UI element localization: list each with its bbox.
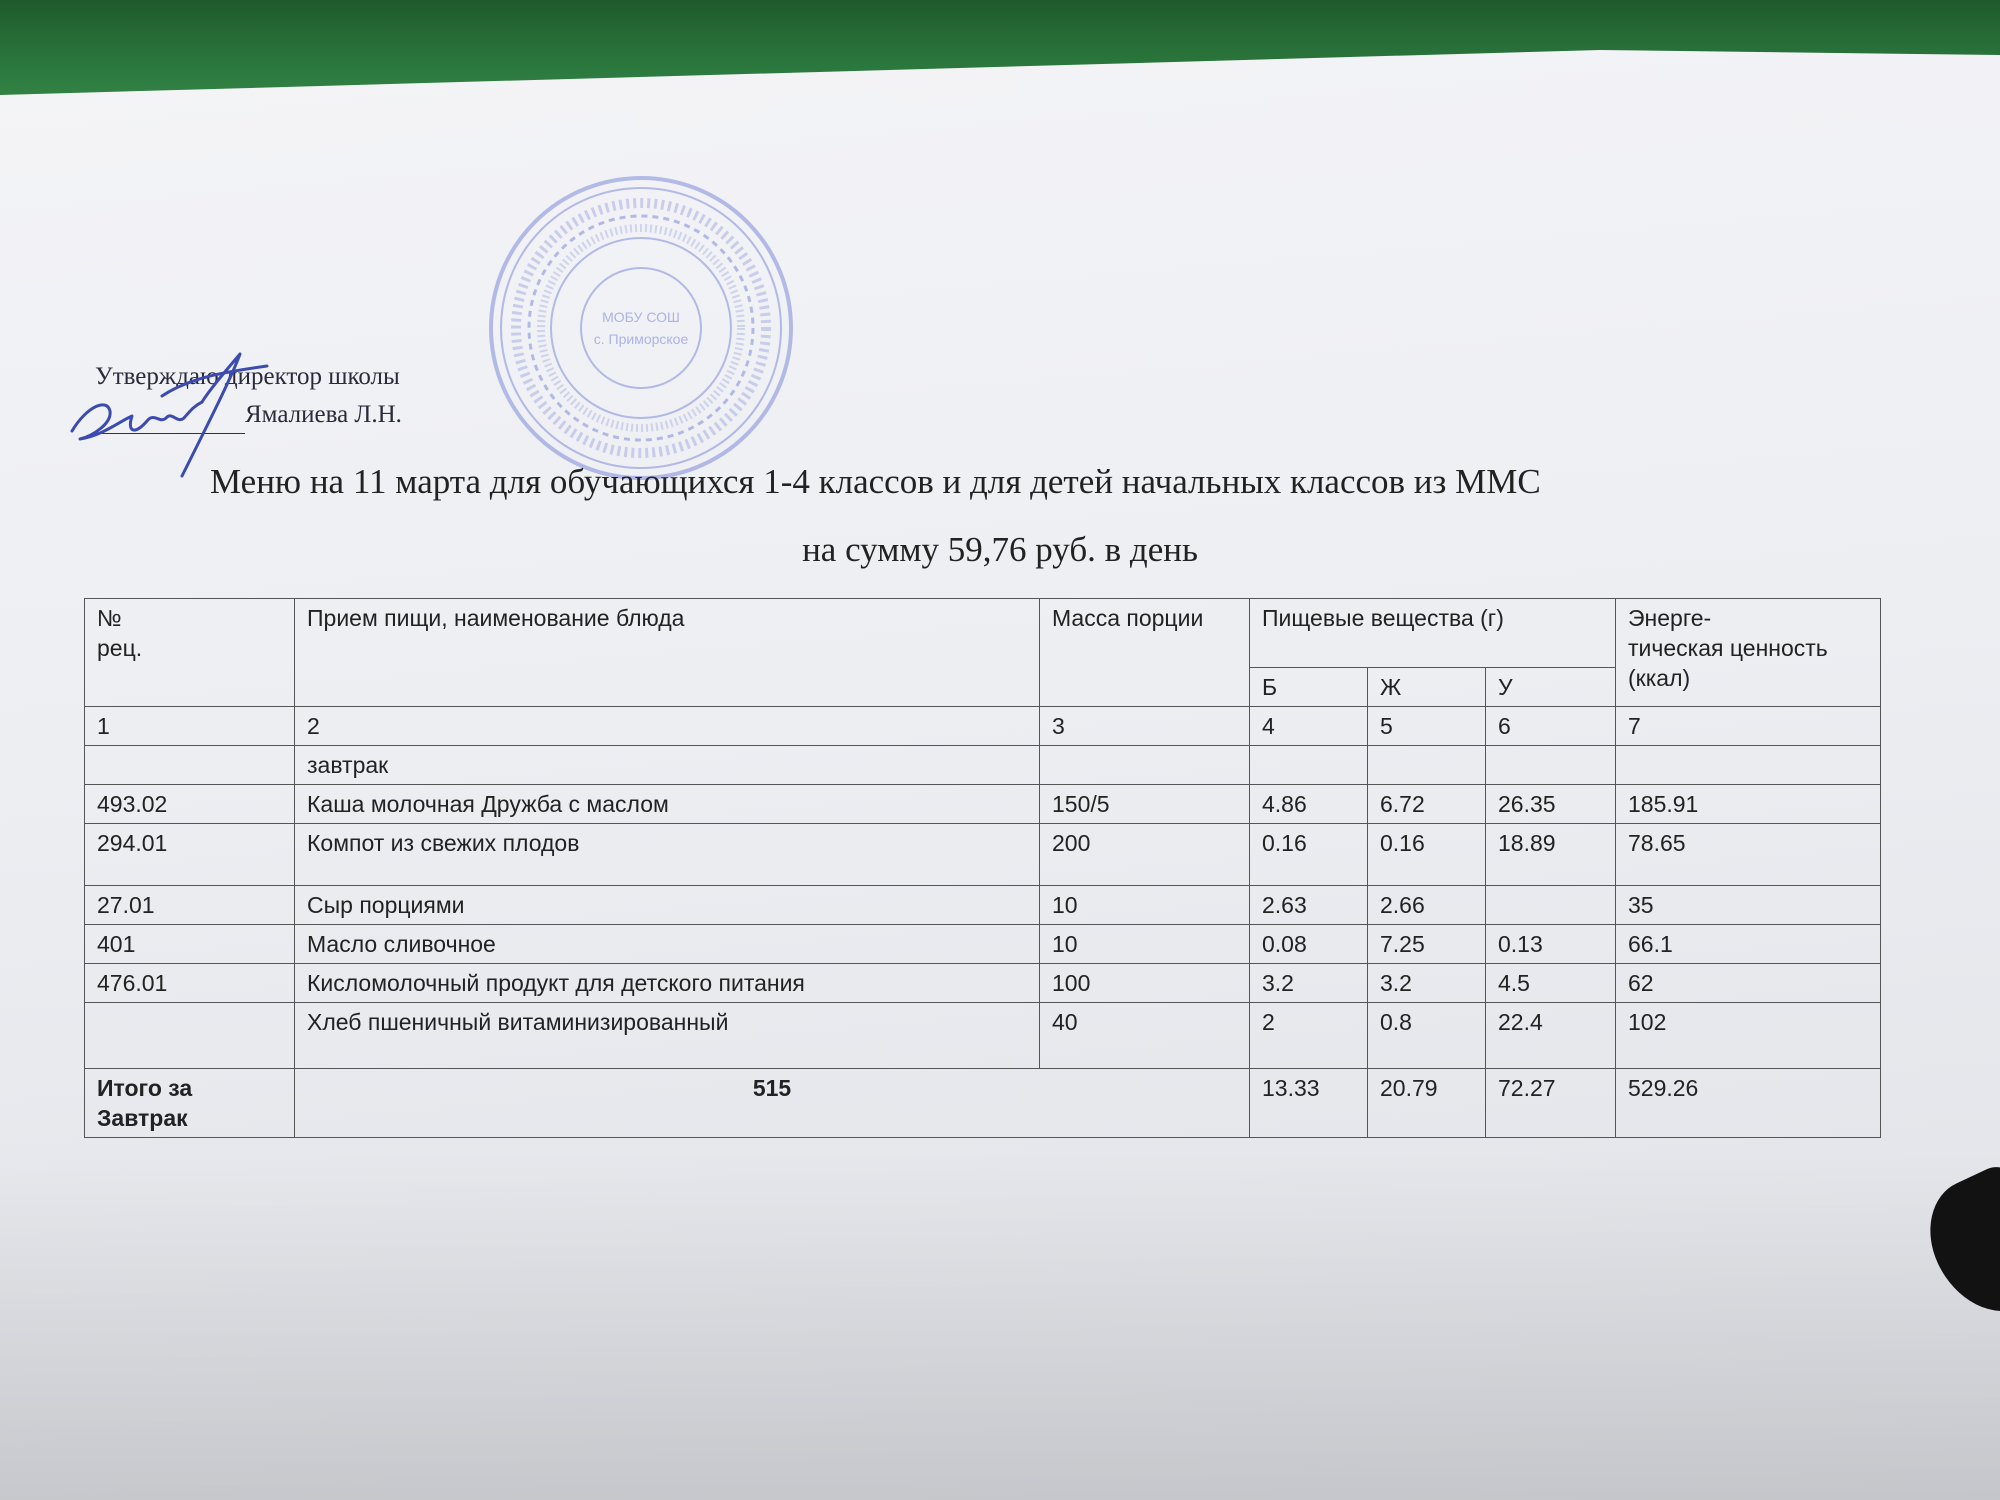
row-dish: Сыр порциями [295, 886, 1040, 925]
index-cell: 7 [1616, 707, 1881, 746]
index-cell: 6 [1486, 707, 1616, 746]
index-cell: 2 [295, 707, 1040, 746]
stamp-text-1: МОБУ СОШ [602, 309, 680, 325]
row-u [1486, 886, 1616, 925]
row-b: 3.2 [1250, 964, 1368, 1003]
table-row [85, 925, 1881, 964]
header-energy: Энерге- тическая ценность (ккал) [1616, 599, 1881, 707]
table-row [85, 886, 1881, 925]
index-cell: 4 [1250, 707, 1368, 746]
row-b: 2 [1250, 1003, 1368, 1069]
table-index-row [85, 707, 1881, 746]
menu-table [84, 598, 1881, 1138]
row-zh: 2.66 [1368, 886, 1486, 925]
menu-title: Меню на 11 марта для обучающихся 1-4 классов и для детей начальных классов из ММС [210, 462, 1541, 501]
row-energy: 66.1 [1616, 925, 1881, 964]
row-u: 0.13 [1486, 925, 1616, 964]
empty-cell [1040, 746, 1250, 785]
table-total-row [85, 1069, 1881, 1138]
row-dish: Хлеб пшеничный витаминизированный [295, 1003, 1040, 1069]
row-mass: 200 [1040, 824, 1250, 886]
header-nutrients: Пищевые вещества (г) [1250, 599, 1616, 668]
row-num: 493.02 [85, 785, 295, 824]
row-num: 476.01 [85, 964, 295, 1003]
empty-cell [1616, 746, 1881, 785]
row-num: 294.01 [85, 824, 295, 886]
row-mass: 40 [1040, 1003, 1250, 1069]
menu-subtitle: на сумму 59,76 руб. в день [802, 530, 1198, 569]
header-num: № рец. [85, 599, 295, 707]
header-u: У [1486, 668, 1616, 707]
header-mass: Масса порции [1040, 599, 1250, 707]
index-cell: 1 [85, 707, 295, 746]
row-u: 22.4 [1486, 1003, 1616, 1069]
row-dish: Каша молочная Дружба с маслом [295, 785, 1040, 824]
approval-line-1: Утверждаю директор школы [95, 363, 400, 390]
row-energy: 102 [1616, 1003, 1881, 1069]
row-num: 401 [85, 925, 295, 964]
section-label: завтрак [295, 746, 1040, 785]
table-row [85, 1003, 1881, 1069]
total-b: 13.33 [1250, 1069, 1368, 1138]
empty-cell [85, 746, 295, 785]
row-u: 4.5 [1486, 964, 1616, 1003]
row-mass: 100 [1040, 964, 1250, 1003]
header-dish: Прием пищи, наименование блюда [295, 599, 1040, 707]
header-b: Б [1250, 668, 1368, 707]
index-cell: 5 [1368, 707, 1486, 746]
table-section-row [85, 746, 1881, 785]
row-u: 18.89 [1486, 824, 1616, 886]
row-mass: 10 [1040, 886, 1250, 925]
row-u: 26.35 [1486, 785, 1616, 824]
row-b: 0.08 [1250, 925, 1368, 964]
table-row [85, 964, 1881, 1003]
school-stamp [485, 172, 797, 484]
row-energy: 62 [1616, 964, 1881, 1003]
total-zh: 20.79 [1368, 1069, 1486, 1138]
total-mass: 515 [295, 1069, 1250, 1138]
row-energy: 185.91 [1616, 785, 1881, 824]
total-energy: 529.26 [1616, 1069, 1881, 1138]
row-b: 0.16 [1250, 824, 1368, 886]
empty-cell [1368, 746, 1486, 785]
row-mass: 10 [1040, 925, 1250, 964]
row-energy: 35 [1616, 886, 1881, 925]
row-zh: 7.25 [1368, 925, 1486, 964]
row-zh: 6.72 [1368, 785, 1486, 824]
row-dish: Масло сливочное [295, 925, 1040, 964]
header-zh: Ж [1368, 668, 1486, 707]
row-zh: 0.8 [1368, 1003, 1486, 1069]
total-u: 72.27 [1486, 1069, 1616, 1138]
table-row [85, 824, 1881, 886]
empty-cell [1486, 746, 1616, 785]
row-num [85, 1003, 295, 1069]
total-label: Итого за Завтрак [85, 1069, 295, 1138]
empty-cell [1250, 746, 1368, 785]
stamp-text-2: с. Приморское [593, 331, 689, 347]
row-b: 4.86 [1250, 785, 1368, 824]
approval-line-2: Ямалиева Л.Н. [245, 401, 402, 428]
row-mass: 150/5 [1040, 785, 1250, 824]
table-header-row [85, 599, 1881, 668]
row-zh: 0.16 [1368, 824, 1486, 886]
row-zh: 3.2 [1368, 964, 1486, 1003]
row-num: 27.01 [85, 886, 295, 925]
row-b: 2.63 [1250, 886, 1368, 925]
shadow [0, 1150, 2000, 1500]
row-energy: 78.65 [1616, 824, 1881, 886]
row-dish: Компот из свежих плодов [295, 824, 1040, 886]
row-dish: Кисломолочный продукт для детского питания [295, 964, 1040, 1003]
table-row [85, 785, 1881, 824]
index-cell: 3 [1040, 707, 1250, 746]
